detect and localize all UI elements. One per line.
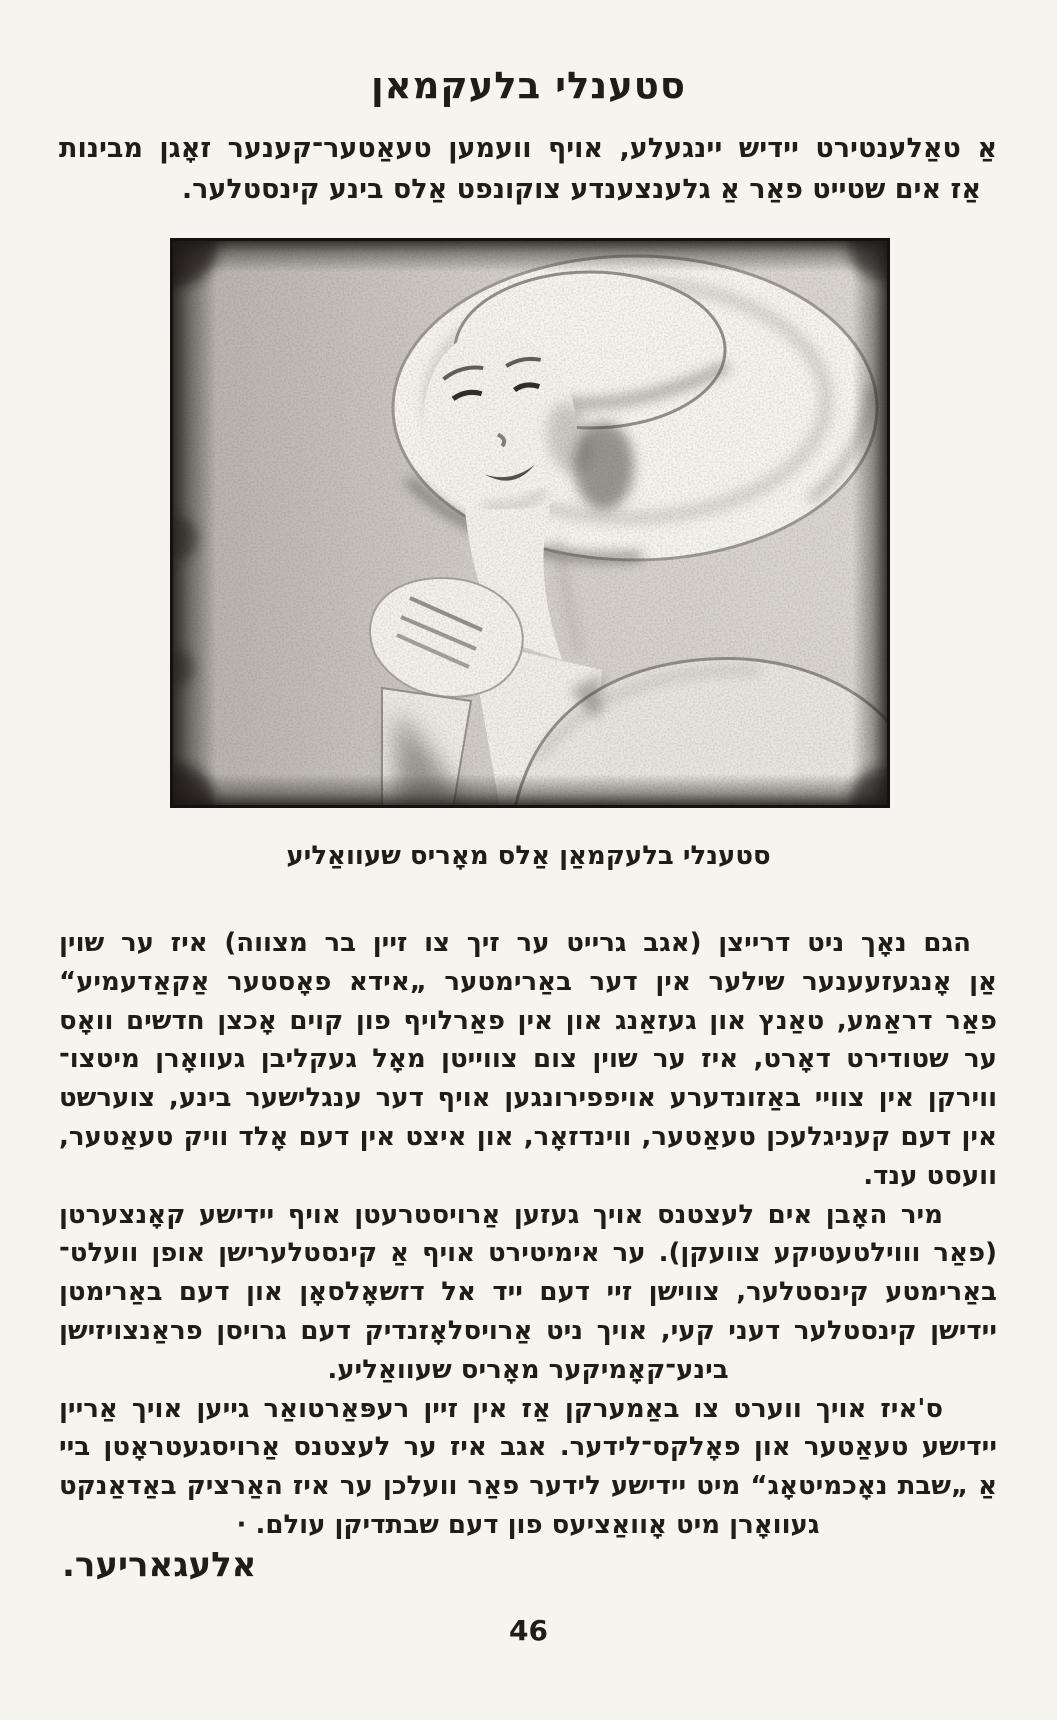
intro-line-2: אַז אים שטייט פאַר אַ גלענצענדע צוקונפט אַלס בינע קינסטלער. bbox=[181, 174, 981, 205]
body-paragraph-3 bbox=[59, 1390, 997, 1545]
intro-paragraph bbox=[59, 128, 997, 210]
body-paragraph-1 bbox=[59, 924, 997, 1196]
photo-grain bbox=[170, 238, 890, 808]
body-line: יידישן קינסטלער דעני קעי, אויך ניט אַרויסלאָזנדיק דעם גרויסן פראַנצויזישן bbox=[59, 1315, 997, 1346]
body-line: הגם נאָך ניט דרייצן (אגב גרייט ער זיך צו זיין בר מצווה) איז ער שוין bbox=[59, 928, 971, 958]
body-line: געוואָרן מיט אָוואַציעס פון דעם שבתדיקן עולם. · bbox=[236, 1509, 820, 1540]
photo-caption: סטענלי בלעקמאַן אַלס מאָריס שעוואַליע bbox=[286, 841, 771, 871]
body-line: באַרימטע קינסטלער, צווישן זיי דעם ייד אל דזשאָלסאָן און דעם באַרימטן bbox=[59, 1277, 997, 1308]
body-line: אין דעם קעניגלעכן טעאַטער, ווינדזאָר, און איצט אין דעם אָלד וויק טעאַטער, bbox=[59, 1121, 997, 1152]
portrait-photo bbox=[170, 238, 890, 808]
body-line: אַן אָנגעזעענער שילער אין דער באַרימטער „אידא פאָסטער אַקאַדעמיע“ bbox=[59, 966, 997, 997]
body-line: פאַר דראַמע, טאַנץ און געזאַנג און אין פאַרלויף פון קוים אָכצן חדשים וואָס bbox=[59, 1005, 997, 1036]
body-line: ס'איז אויך ווערט צו באַמערקן אַז אין זיין רעפּאַרטואַר גייען אויך אַריין bbox=[59, 1393, 943, 1424]
body-line: יידישע טעאַטער און פאָלקס־לידער. אגב איז ער לעצטנס אַרויסגעטראָטן ביי bbox=[59, 1432, 997, 1463]
body-line: מיר האָבן אים לעצטנס אויך געזען אַרויסטרעטן אויף יידישע קאָנצערטן bbox=[59, 1199, 943, 1230]
author-signature: אלעגאריער. bbox=[62, 1545, 257, 1585]
article-body bbox=[59, 924, 997, 1545]
body-line: וועסט ענד. bbox=[863, 1160, 997, 1191]
body-line: ווירקן אין צוויי באַזונדערע אויפפירונגען אויף דער ענגלישער בינע, צוערשט bbox=[59, 1083, 997, 1114]
portrait-photo-art bbox=[170, 238, 890, 808]
body-line: (פאַר וווילטעטיקע צוועקן). ער אימיטירט אויף אַ קינסטלערישן אופן וועלט־ bbox=[59, 1238, 997, 1269]
intro-line-1: אַ טאַלענטירט יידיש יינגעלע, אויף וועמען טעאַטער־קענער זאָגן מבינות bbox=[59, 133, 997, 164]
body-line: ער שטודירט דאָרט, איז ער שוין צום צווייטן מאָל געקליבן געוואָרן מיטצו־ bbox=[59, 1044, 997, 1075]
body-paragraph-2 bbox=[59, 1196, 997, 1390]
page-title: סטענלי בלעקמאן bbox=[370, 64, 687, 107]
body-line: בינע־קאָמיקער מאָריס שעוואַליע. bbox=[327, 1354, 729, 1385]
page-number: 46 bbox=[509, 1614, 548, 1647]
body-line: אַ „שבת נאָכמיטאָג“ מיט יידישע לידער פאַר וועלכן ער איז האַרציק באַדאַנקט bbox=[59, 1471, 997, 1502]
